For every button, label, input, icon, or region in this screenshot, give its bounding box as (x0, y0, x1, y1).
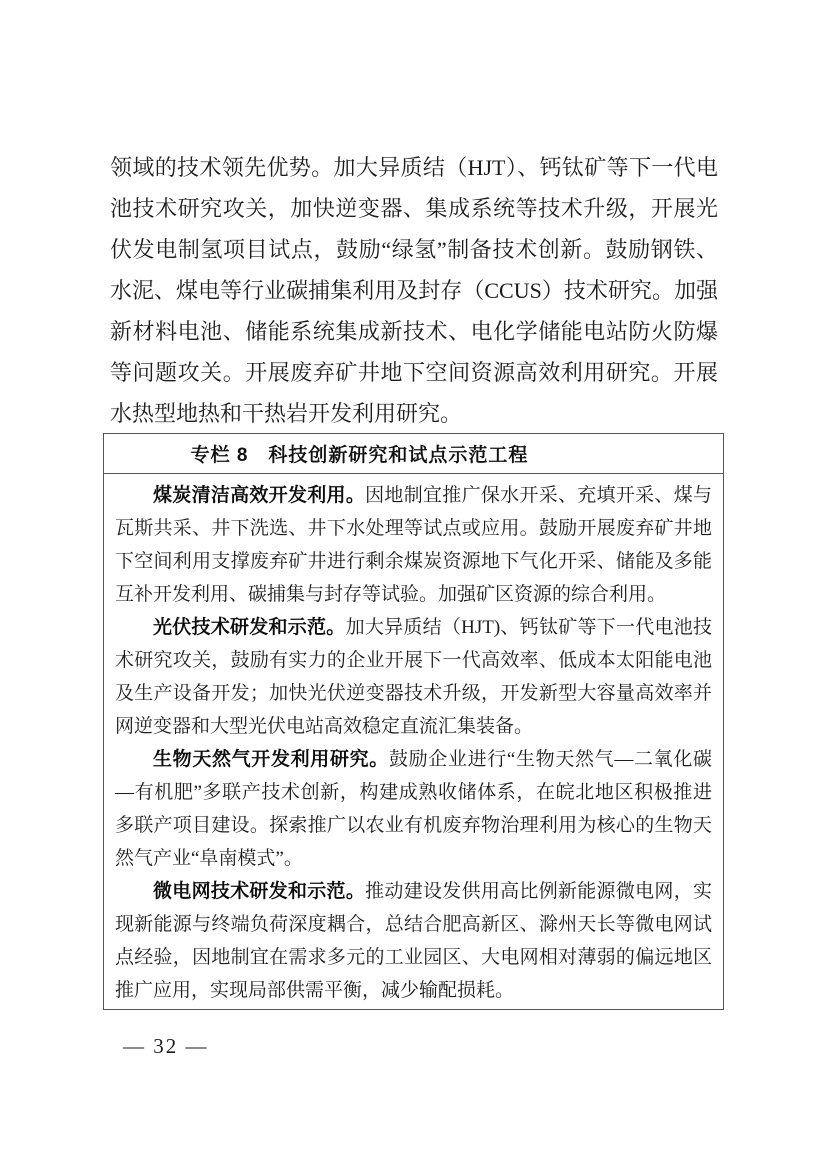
callout-paragraph-text: 推动建设发供用高比例新能源微电网，实现新能源与终端负荷深度耦合，总结合肥高新区、滁州天长等微电网试点经验，因地制宜在需求多元的工业园区、大电网相对薄弱的偏远地区推广应用，实现局部供需平衡，减少输配损耗。 (115, 881, 712, 1001)
callout-title-row (104, 434, 723, 474)
callout-paragraph-lead: 生物天然气开发利用研究。 (153, 749, 389, 770)
callout-paragraph (115, 611, 712, 743)
callout-title: 专栏 8 科技创新研究和试点示范工程 (190, 445, 529, 466)
body-paragraph: 领域的技术领先优势。加大异质结（HJT）、钙钛矿等下一代电池技术研究攻关，加快逆变器、集成系统等技术升级，开展光伏发电制氢项目试点，鼓励“绿氢”制备技术创新。鼓励钢铁、水泥、煤电等行业碳捕集利用及封存（CCUS）技术研究。加强新材料电池、储能系统集成新技术、电化学储能电站防火防爆等问题攻关。开展废弃矿井地下空间资源高效利用研究。开展水热型地热和干热岩开发利用研究。 (110, 155, 718, 426)
callout-paragraph (115, 875, 712, 1007)
callout-paragraph-lead: 煤炭清洁高效开发利用。 (153, 485, 366, 506)
callout-paragraph-text: 因地制宜推广保水开采、充填开采、煤与瓦斯共采、井下洗选、井下水处理等试点或应用。鼓励开展废弃矿井地下空间利用支撑废弃矿井进行剩余煤炭资源地下气化开采、储能及多能互补开发利用、碳捕集与封存等试验。加强矿区资源的综合利用。 (115, 485, 712, 605)
callout-paragraph (115, 479, 712, 611)
page-number: — 32 — (123, 1034, 209, 1058)
callout-box (103, 433, 724, 1010)
callout-paragraph-text: 鼓励企业进行“生物天然气—二氧化碳—有机肥”多联产技术创新，构建成熟收储体系，在皖北地区积极推进多联产项目建设。探索推广以农业有机废弃物治理利用为核心的生物天然气产业“阜南模式”。 (115, 749, 712, 869)
callout-paragraph-lead: 光伏技术研发和示范。 (153, 617, 346, 638)
callout-paragraph-lead: 微电网技术研发和示范。 (153, 881, 366, 902)
callout-paragraph (115, 743, 712, 875)
callout-body (104, 474, 723, 1010)
callout-paragraph-text: 加大异质结（HJT)、钙钛矿等下一代电池技术研究攻关，鼓励有实力的企业开展下一代高效率、低成本太阳能电池及生产设备开发；加快光伏逆变器技术升级，开发新型大容量高效率并网逆变器和大型光伏电站高效稳定直流汇集装备。 (115, 617, 712, 737)
